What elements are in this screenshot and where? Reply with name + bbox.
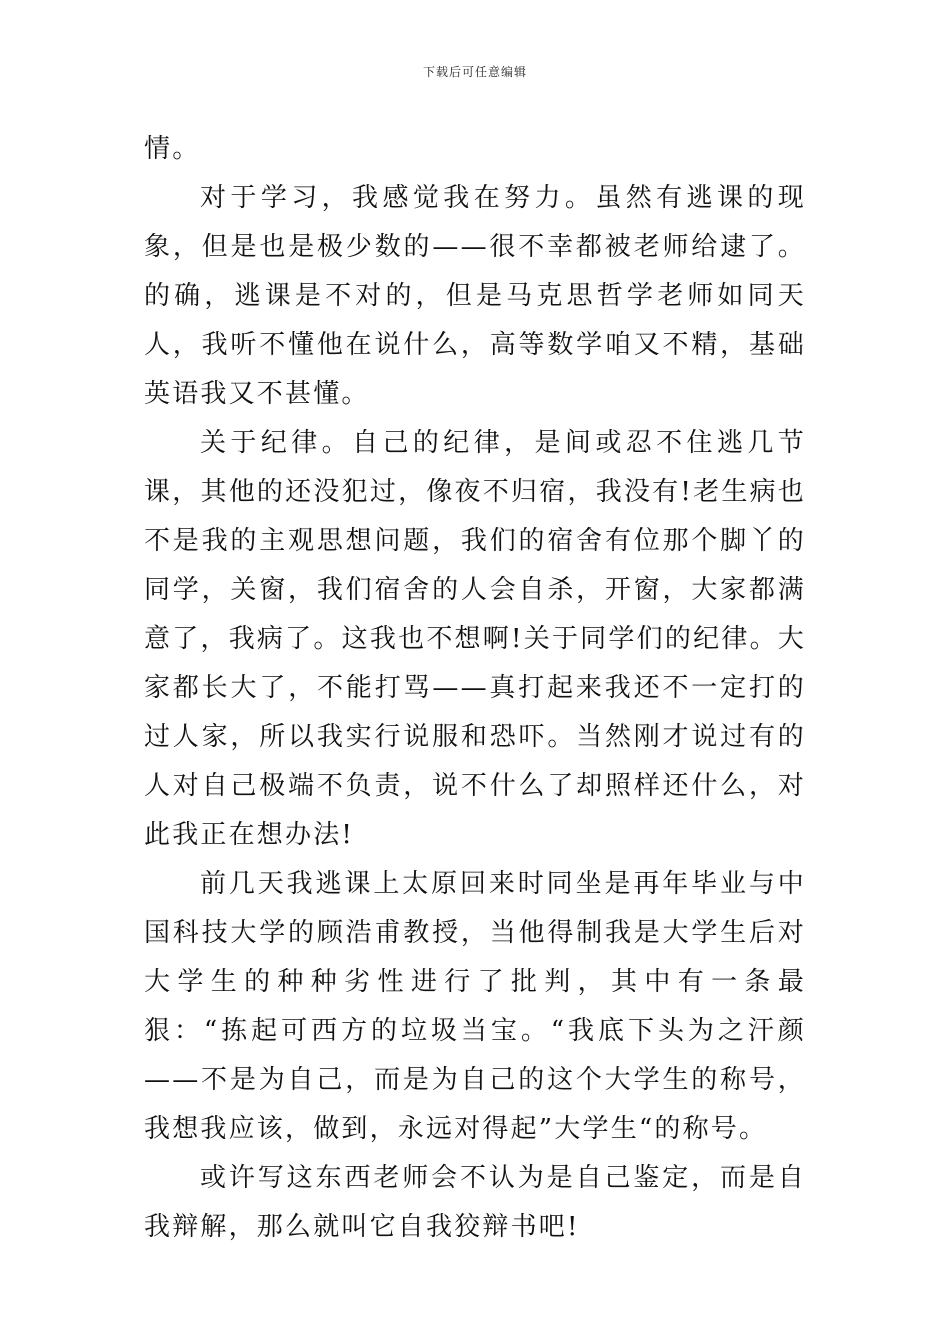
page-header: 下载后可任意编辑	[422, 65, 527, 79]
paragraph-discipline: 关于纪律。自己的纪律，是间或忍不住逃几节课，其他的还没犯过，像夜不归宿，我没有!老生病也不是我的主观思想问题，我们的宿舍有位那个脚丫的同学，关窗，我们宿舍的人会自杀，开窗，大家都满意了，我病了。这我也不想啊!关于同学们的纪律。大家都长大了，不能打骂——真打起来我还不一定打的过人家，所以我实行说服和恐吓。当然刚才说过有的人对自己极端不负责，说不什么了却照样还什么，对此我正在想办法!	[144, 428, 806, 850]
paragraph-study: 对于学习，我感觉我在努力。虽然有逃课的现象，但是也是极少数的——很不幸都被老师给逮了。的确，逃课是不对的，但是马克思哲学老师如同天人，我听不懂他在说什么，高等数学咱又不精，基础英语我又不甚懂。	[144, 183, 806, 409]
paragraph-closing: 或许写这东西老师会不认为是自己鉴定，而是自我辩解，那么就叫它自我狡辩书吧!	[144, 1163, 806, 1242]
paragraph-continuation: 情。	[144, 134, 201, 164]
paragraph-encounter: 前几天我逃课上太原回来时同坐是再年毕业与中国科技大学的顾浩甫教授，当他得制我是大学生后对大学生的种种劣性进行了批判，其中有一条最狠：“拣起可西方的垃圾当宝。“我底下头为之汗颜——不是为自己，而是为自己的这个大学生的称号，我想我应该，做到，永远对得起”大学生“的称号。	[144, 869, 806, 1144]
document-body	[144, 125, 806, 1252]
